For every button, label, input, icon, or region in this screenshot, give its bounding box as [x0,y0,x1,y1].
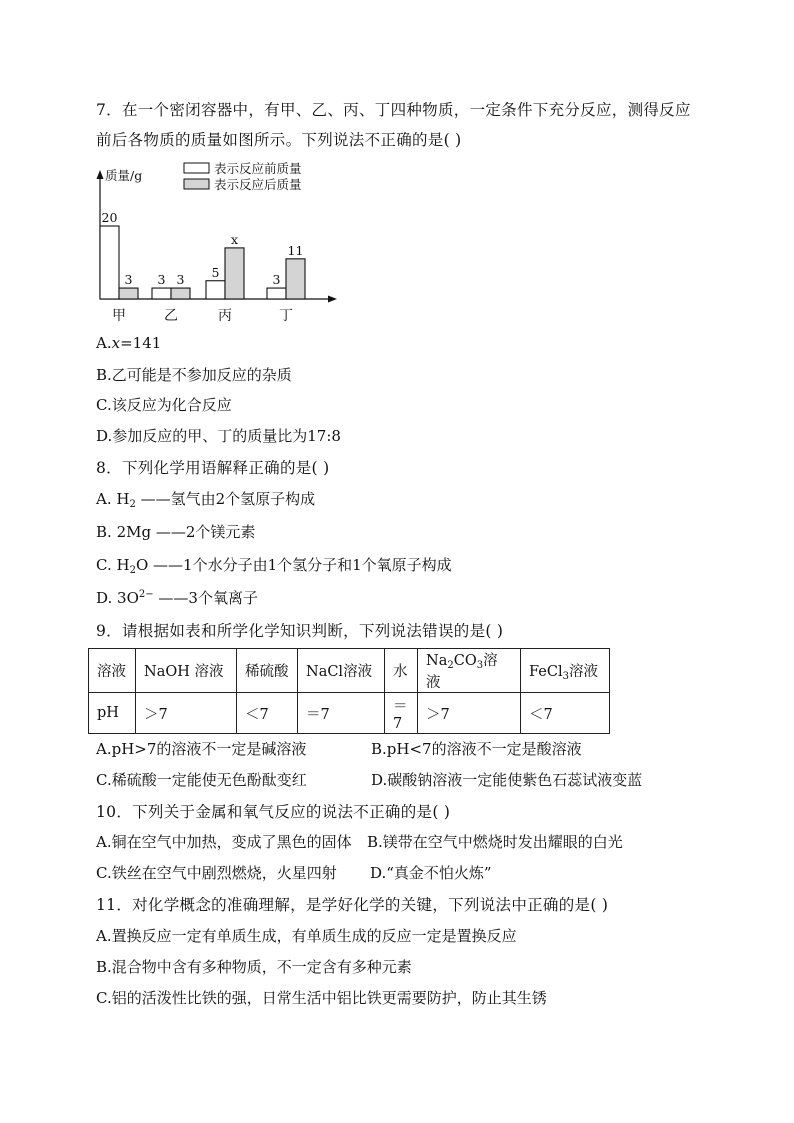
table-cell: NaOH 溶液 [136,649,237,693]
table-cell: ＜7 [521,693,610,734]
q9-option-d[interactable]: D.碳酸钠溶液一定能使紫色石蕊试液变蓝 [371,771,643,789]
q7-option-a-rest: =141 [120,334,162,352]
table-cell: 水 [385,649,418,693]
table-cell: pH [89,693,136,734]
q7-stem-line2: 前后各物质的质量如图所示。下列说法不正确的是( ) [96,131,462,149]
na2co3-sub2: 3 [476,660,484,671]
bar [171,288,190,299]
q9-ph-table [88,648,610,734]
legend-label: 表示反应后质量 [214,177,302,192]
legend-swatch [184,179,209,189]
q7-stem-line1: 7．在一个密闭容器中，有甲、乙、丙、丁四种物质，一定条件下充分反应，测得反应 [96,101,691,119]
q8-c-h: H [116,556,130,574]
q8-option-b-desc: ——2个镁元素 [155,523,256,541]
table-cell [521,649,610,693]
bar [267,288,286,299]
q9-stem: 9．请根据如表和所学化学知识判断，下列说法错误的是( ) [96,622,504,640]
bar [206,281,225,299]
q8-option-d-desc: ——3个氧离子 [158,589,258,607]
fecl3-end: 溶液 [568,663,598,680]
category-label: 丁 [279,308,293,324]
q11-option-a[interactable]: A.置换反应一定有单质生成，有单质生成的反应一定是置换反应 [96,927,517,945]
q11-stem: 11．对化学概念的准确理解，是学好化学的关键，下列说法中正确的是( ) [96,896,609,914]
table-cell: ＞7 [136,693,237,734]
y-axis-label: 质量/g [105,168,143,183]
na2co3-na: Na [426,653,448,669]
table-cell: ＝7 [385,693,418,734]
x-axis-arrow [328,296,337,303]
table-row [89,693,610,734]
q8-d-sup: 2− [138,589,154,600]
q8-d-o: 3O [117,589,139,607]
q7-bar-chart [92,158,352,328]
data-label: 3 [272,272,281,288]
table-cell: NaCl溶液 [298,649,385,693]
q11-option-b[interactable]: B.混合物中含有多种物质，不一定含有多种元素 [96,958,412,976]
q8-c-sub: 2 [129,565,136,576]
q11-option-c[interactable]: C.铝的活泼性比铁的强，日常生活中铝比铁更需要防护，防止其生锈 [96,989,547,1007]
category-label: 乙 [164,308,178,324]
q9-option-a[interactable]: A.pH>7的溶液不一定是碱溶液 [96,740,307,758]
table-cell: ＝7 [298,693,385,734]
q8-option-b-prefix: B. [96,523,117,541]
category-label: 甲 [112,308,126,324]
q8-c-o: O [135,556,149,574]
na2co3-sub1: 2 [447,660,454,671]
table-cell: ＞7 [418,693,521,734]
q7-option-a[interactable] [96,334,161,352]
q8-option-d[interactable] [96,587,258,608]
q8-option-c-prefix: C. [96,556,117,574]
fecl3-main: FeCl [529,663,563,680]
q8-a-sub: 2 [129,499,136,510]
q8-option-c[interactable] [96,554,452,576]
category-label: 丙 [218,308,232,324]
q10-option-a[interactable]: A.铜在空气中加热，变成了黑色的固体 [96,833,352,851]
na2co3-end: 溶液 [426,653,498,691]
bar [152,288,171,299]
q8-stem: 8．下列化学用语解释正确的是( ) [96,459,330,477]
q10-option-c[interactable]: C.铁丝在空气中剧烈燃烧，火星四射 [96,864,337,882]
na2co3-co: CO [453,653,477,669]
q8-option-a-prefix: A. [96,490,117,508]
q7-option-d[interactable]: D.参加反应的甲、丁的质量比为17:8 [96,427,341,445]
q9-option-c[interactable]: C.稀硫酸一定能使无色酚酞变红 [96,771,307,789]
table-cell [418,649,521,693]
legend-swatch [184,163,209,173]
data-label: 3 [176,272,185,288]
bar [225,248,244,299]
q9-option-b[interactable]: B.pH<7的溶液不一定是酸溶液 [371,740,582,758]
table-cell: ＜7 [237,693,298,734]
data-label: 3 [157,272,166,288]
q8-option-d-prefix: D. [96,589,118,607]
q8-option-c-desc: ——1个水分子由1个氢分子和1个氧原子构成 [153,556,452,574]
q8-option-a-formula [116,490,135,508]
q10-stem: 10．下列关于金属和氧气反应的说法不正确的是( ) [96,803,451,821]
data-label: x [230,231,239,247]
bar [286,259,305,299]
q10-option-b[interactable]: B.镁带在空气中燃烧时发出耀眼的白光 [367,833,623,851]
data-label: 3 [124,272,133,288]
fecl3-sub: 3 [562,670,569,682]
table-cell: 溶液 [89,649,136,693]
bar [100,226,119,299]
data-label: 20 [101,210,118,225]
q8-option-b-formula: 2Mg [116,523,152,541]
q7-option-a-var: x [111,334,121,352]
y-axis-arrow [97,170,104,179]
q8-option-a-desc: ——氢气由2个氢原子构成 [140,490,316,508]
q10-option-d[interactable]: D.“真金不怕火炼” [370,864,492,882]
q8-option-a[interactable] [96,488,315,510]
legend-label: 表示反应前质量 [214,161,302,176]
q8-a-h: H [116,490,130,508]
table-cell: 稀硫酸 [237,649,298,693]
data-label: 11 [287,242,304,258]
q8-option-b[interactable] [96,521,255,542]
q7-option-b[interactable]: B.乙可能是不参加反应的杂质 [96,366,292,384]
q7-option-c[interactable]: C.该反应为化合反应 [96,396,232,414]
data-label: 5 [211,264,220,280]
bar [119,288,138,299]
table-row [89,649,610,693]
q7-option-a-prefix: A. [96,334,112,352]
